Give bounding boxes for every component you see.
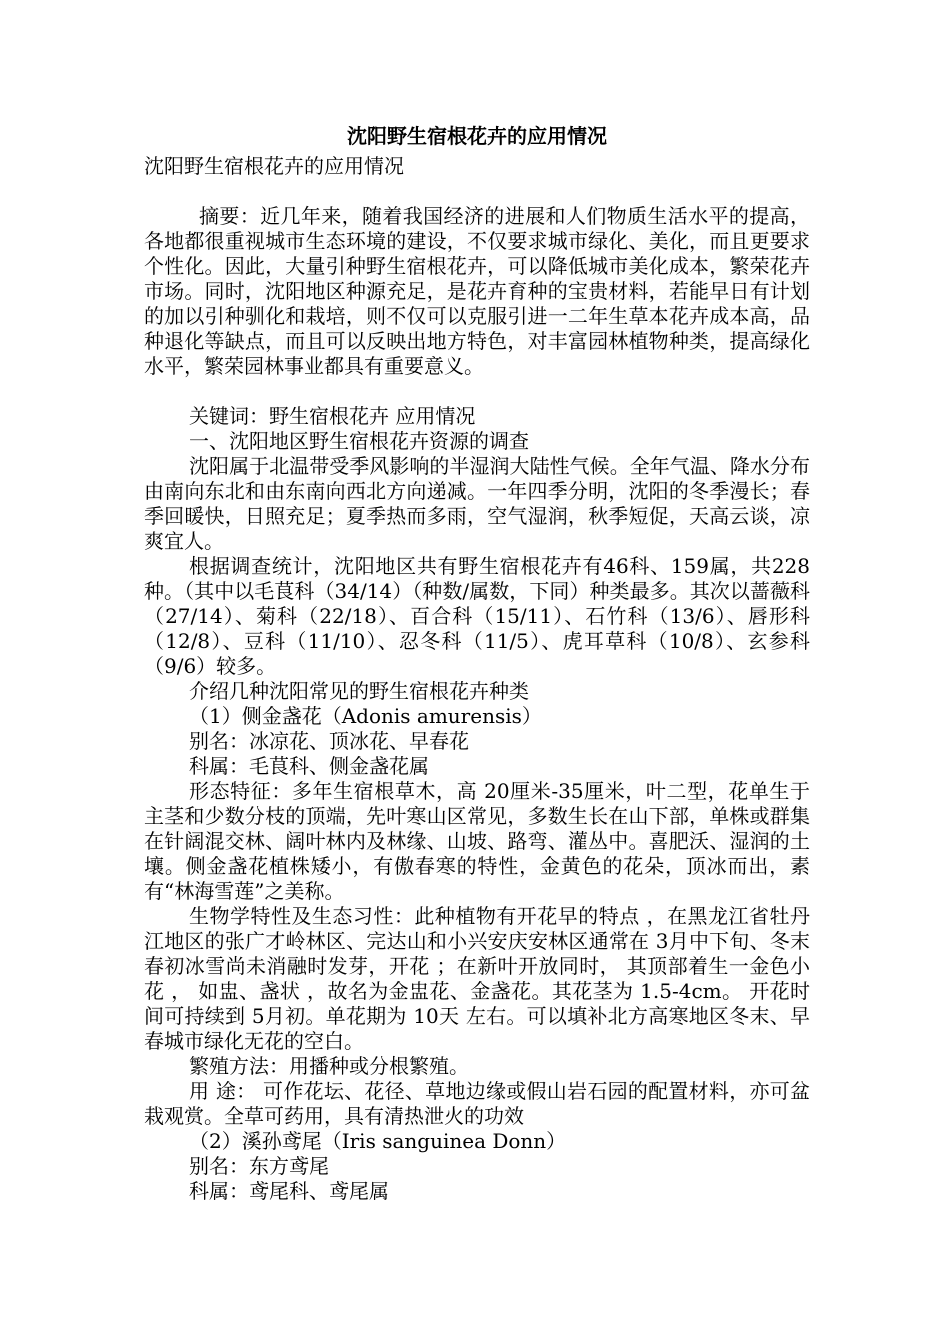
abstract-paragraph: 摘要：近几年来，随着我国经济的进展和人们物质生活水平的提高，各地都很重视城市生态环境的建设，不仅要求城市绿化、美化，而且更要求个性化。因此，大量引种野生宿根花卉，可以降低城市美化成本，繁荣花卉市场。同时，沈阳地区种源充足，是花卉育种的宝贵材料，若能早日有计划的加以引种驯化和栽培，则不仅可以克服引进一二年生草本花卉成本高，品种退化等缺点，而且可以反映出地方特色，对丰富园林植物种类，提高绿化水平，繁荣园林事业都具有重要意义。 bbox=[144, 204, 810, 378]
body-paragraph: 沈阳属于北温带受季风影响的半湿润大陆性气候。全年气温、降水分布由南向东北和由东南向西北方向递减。一年四季分明，沈阳的冬季漫长；春季回暖快，日照充足；夏季热而多雨，空气湿润，秋季短促，天高云谈，凉爽宜人。 bbox=[144, 454, 810, 553]
body-paragraph: 根据调查统计，沈阳地区共有野生宿根花卉有46科、159属，共228种。（其中以毛茛科（34/14）（种数/属数，下同）种类最多。其次以蔷薇科（27/14）、菊科（22/18）、百合科（15/11）、石竹科（13/6）、唇形科（12/8）、豆科（11/10）、忍冬科（11/5）、虎耳草科（10/8）、玄参科（9/6）较多。 bbox=[144, 554, 810, 678]
body-paragraph: 繁殖方法：用播种或分根繁殖。 bbox=[189, 1054, 469, 1078]
body-paragraph: 别名：冰凉花、顶冰花、早春花 bbox=[189, 729, 469, 753]
document-subtitle: 沈阳野生宿根花卉的应用情况 bbox=[144, 154, 404, 178]
document-page bbox=[144, 118, 810, 1204]
body-paragraph: 生物学特性及生态习性：此种植物有开花早的特点 ，在黑龙江省牡丹江地区的张广才岭林区、完达山和小兴安庆安林区通常在 3月中下旬、冬末春初冰雪尚未消融时发芽，开花 ；在新叶开放同时， 其顶部着生一金色小花 ， 如盅、盏状 ，故名为金盅花、金盏花。其花茎为 1.5-4cm。 开花时间可持续到 5月初。单花期为 10天 左右。可以填补北方高寒地区冬末、早春城市绿化无花的空白。 bbox=[144, 904, 810, 1053]
body-paragraph: 形态特征：多年生宿根草木，高 20厘米-35厘米，叶二型，花单生于主茎和少数分枝的顶端，先叶寒山区常见，多数生长在山下部，单株或群集在针阔混交林、阔叶林内及林缘、山坡、路弯、灌丛中。喜肥沃、湿润的土壤。侧金盏花植株矮小，有傲春寒的特性，金黄色的花朵，顶冰而出，素有“林海雪莲”之美称。 bbox=[144, 779, 810, 903]
species-heading: （2）溪孙鸢尾（Iris sanguinea Donn） bbox=[189, 1129, 567, 1153]
body-paragraph: 科属：鸢尾科、鸢尾属 bbox=[189, 1179, 389, 1203]
body-paragraph: 科属：毛茛科、侧金盏花属 bbox=[189, 754, 429, 778]
document-title: 沈阳野生宿根花卉的应用情况 bbox=[347, 124, 607, 148]
section-heading: 一、沈阳地区野生宿根花卉资源的调查 bbox=[189, 429, 529, 453]
keywords-paragraph: 关键词：野生宿根花卉 应用情况 bbox=[189, 404, 476, 428]
body-paragraph: 介绍几种沈阳常见的野生宿根花卉种类 bbox=[189, 679, 529, 703]
species-heading: （1）侧金盏花（Adonis amurensis） bbox=[189, 704, 542, 728]
body-paragraph: 别名：东方鸢尾 bbox=[189, 1154, 329, 1178]
body-paragraph: 用 途： 可作花坛、花径、草地边缘或假山岩石园的配置材料，亦可盆栽观赏。全草可药用，具有清热泄火的功效 bbox=[144, 1079, 810, 1128]
